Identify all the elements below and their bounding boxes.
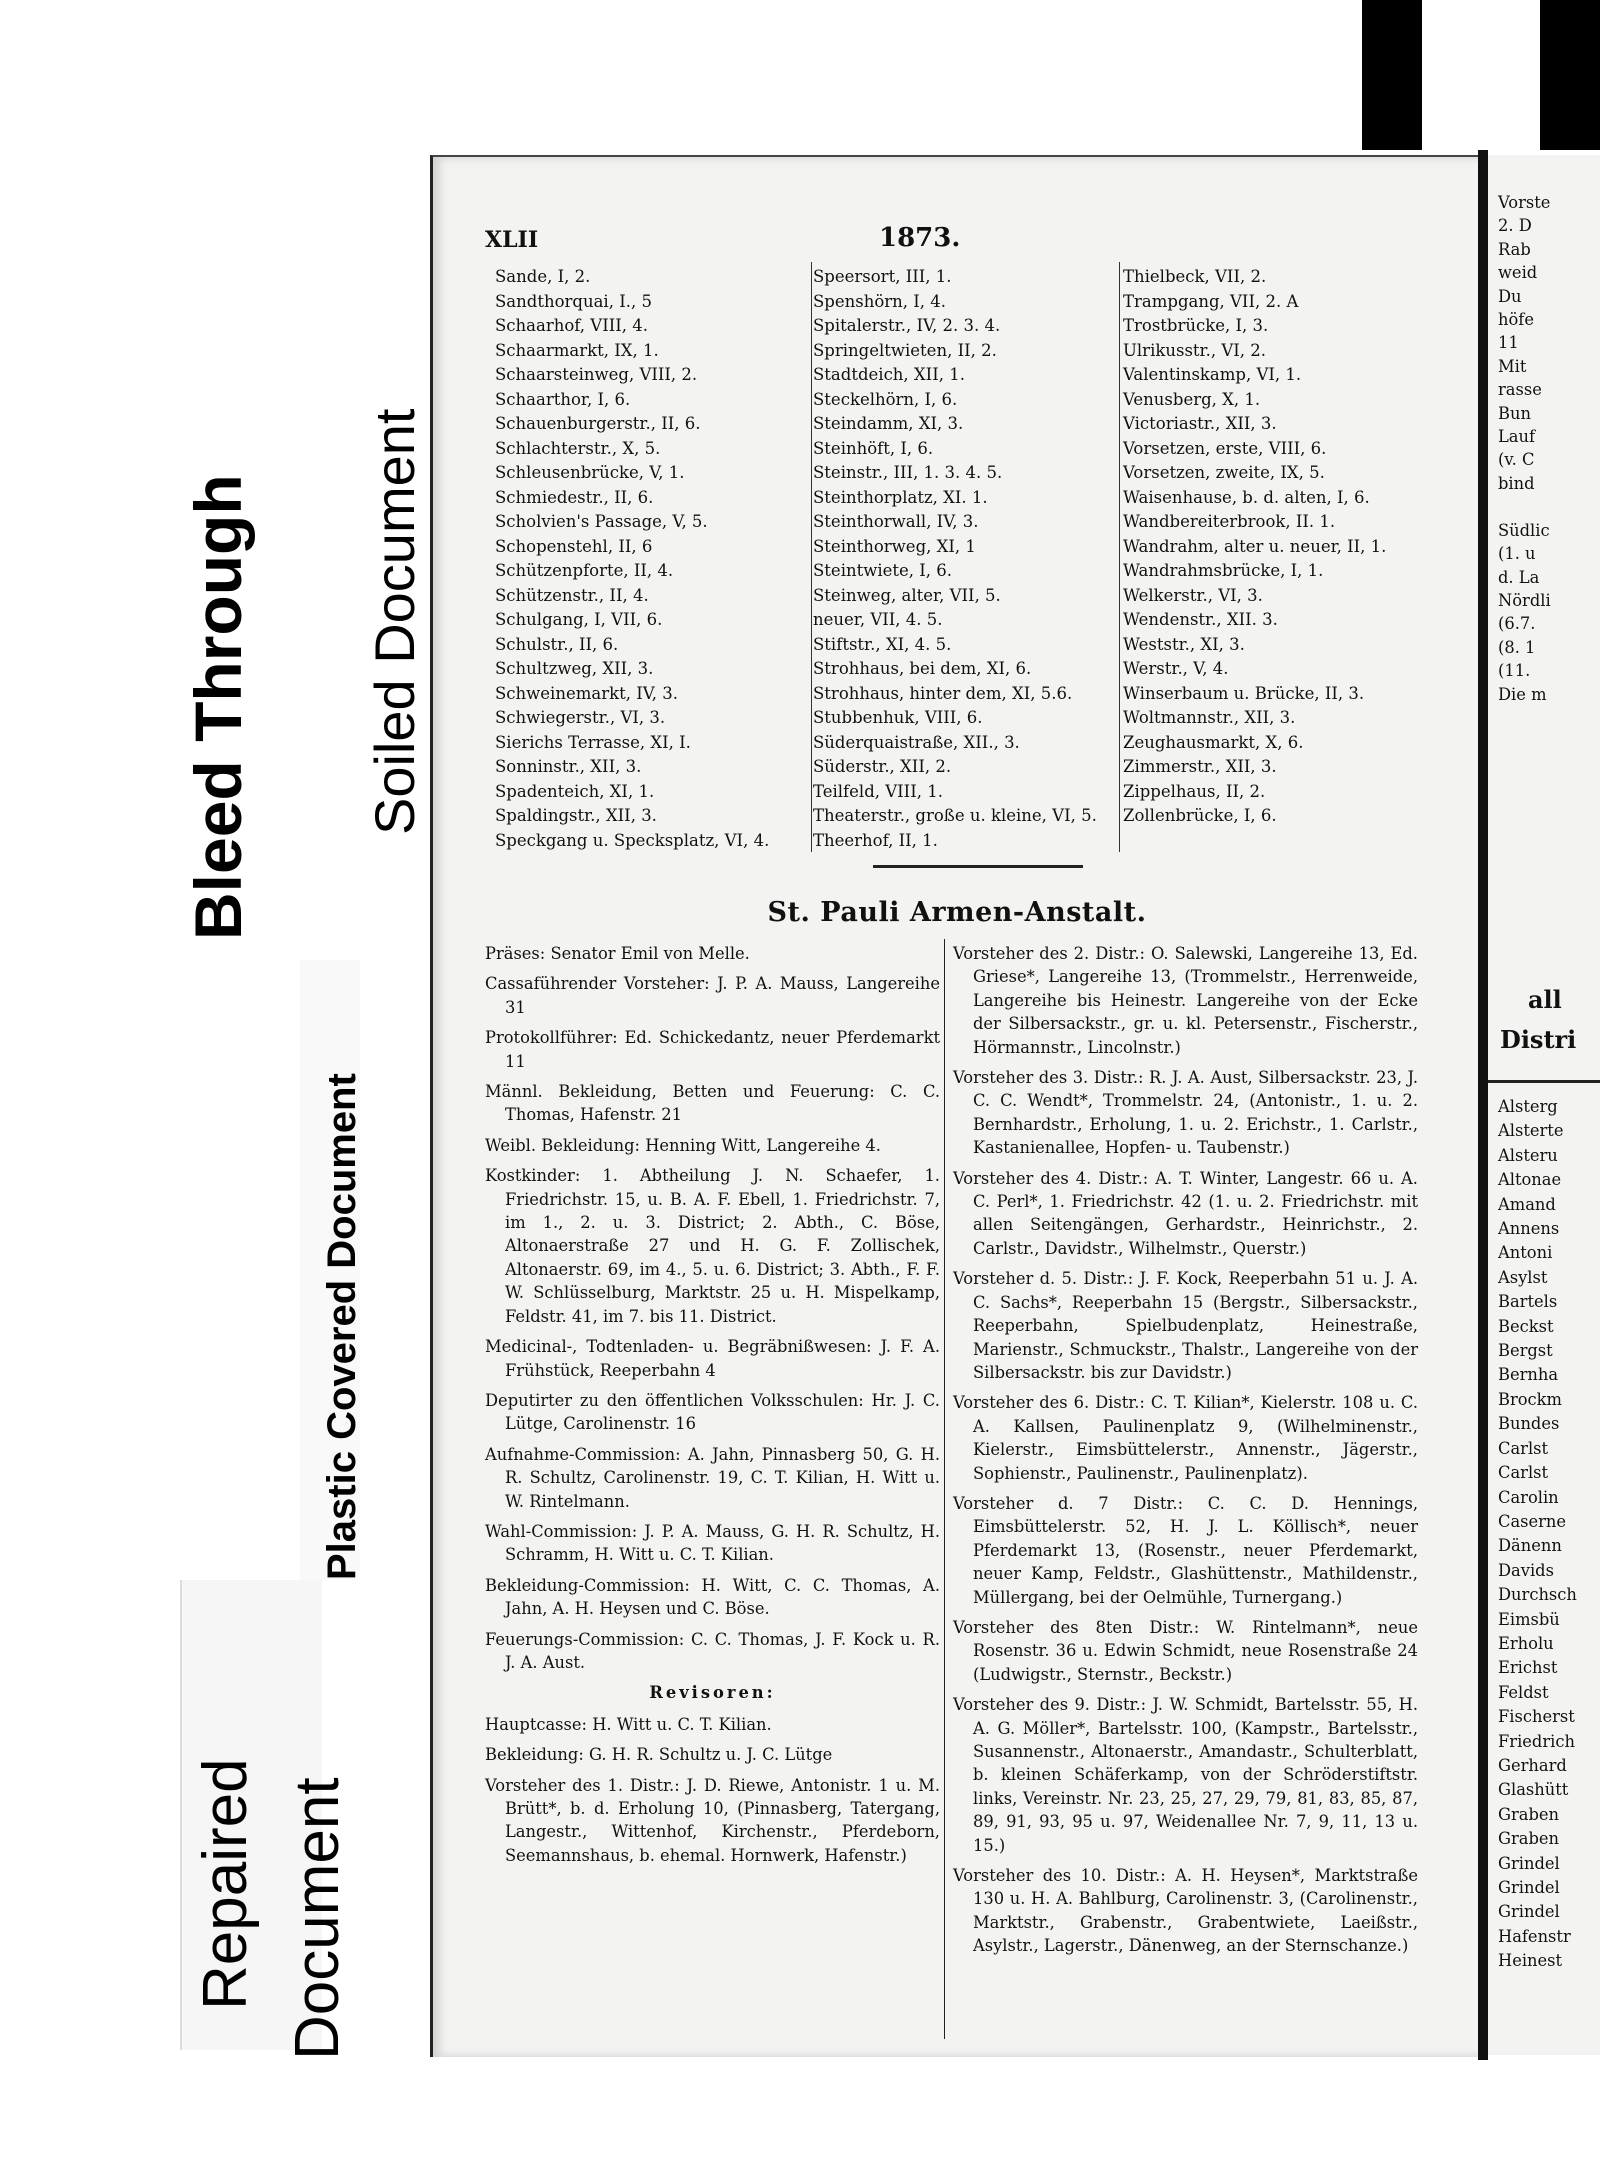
street-index-entry: Steinthorplatz, XI. 1. bbox=[813, 487, 988, 507]
page-year: 1873. bbox=[879, 223, 961, 253]
revisor-entry: Hauptcasse: H. Witt u. C. T. Kilian. bbox=[485, 1714, 772, 1734]
adjacent-page-rule bbox=[1488, 1080, 1600, 1083]
street-index-entry: Speersort, III, 1. bbox=[813, 267, 952, 286]
directory-entry: Kostkinder: 1. Abtheilung J. N. Schaefer, 1. Friedrichstr. 15, u. B. A. F. Ebell, 1. Friedrichstr. 7, im 1., 2. u. 3. District; 2. Abth., C. Böse, Altonaerstraße 27 und H. G. F. Zollischek, Altonaerstr. 69, im 4., 5. u. 6. District; 3. Abth., F. F. W. Schlüsselburg, Marktstr. 25 u. H. Mispelkamp, Feldstr. 41, im 7. bis 11. District. bbox=[485, 1166, 940, 1326]
page-number: XLII bbox=[485, 227, 539, 253]
street-index-entry: Valentinskamp, VI, 1. bbox=[1123, 365, 1302, 384]
street-index-entry bbox=[1123, 829, 1433, 854]
adjacent-page-line: Lauf bbox=[1498, 427, 1536, 447]
adjacent-page-line: (v. C bbox=[1498, 450, 1535, 470]
adjacent-page-line: Graben bbox=[1498, 1804, 1560, 1824]
street-index-entry: Zollenbrücke, I, 6. bbox=[1123, 806, 1277, 825]
adjacent-page-line: 11 bbox=[1498, 333, 1519, 353]
adjacent-page-line: Beckst bbox=[1498, 1316, 1554, 1336]
binding-strap-left bbox=[1362, 0, 1422, 150]
street-index-entry: Ulrikusstr., VI, 2. bbox=[1123, 340, 1267, 360]
street-index-entry: Spadenteich, XI, 1. bbox=[495, 781, 655, 801]
directory-entry: Aufnahme-Commission: A. Jahn, Pinnasberg 50, G. H. R. Schultz, Carolinenstr. 19, C. T. Kilian, H. Witt u. W. Rintelmann. bbox=[485, 1444, 940, 1511]
district-entry: Vorsteher des 4. Distr.: A. T. Winter, Langestr. 66 u. A. C. Perl*, 1. Friedrichstr. 42 (1. u. 2. Friedrichstr. mit allen Seitengängen, Gerhardstr., Heinrichstr., 2. Carlstr., Davidstr., Wilhelmstr., Querstr.) bbox=[953, 1168, 1418, 1258]
street-index-entry: Vorsetzen, erste, VIII, 6. bbox=[1123, 438, 1327, 458]
adjacent-page-line: Graben bbox=[1498, 1829, 1560, 1849]
adjacent-page-line: Südlic bbox=[1498, 520, 1550, 540]
adjacent-page-line: Mit bbox=[1498, 356, 1527, 376]
street-index-entry: Steinthorwall, IV, 3. bbox=[813, 512, 979, 531]
adjacent-page-line: Antoni bbox=[1498, 1243, 1553, 1263]
street-index-entry: Strohhaus, hinter dem, XI, 5.6. bbox=[813, 683, 1073, 703]
street-index-entry: Schützenstr., II, 4. bbox=[495, 585, 649, 605]
adjacent-page-line: Davids bbox=[1498, 1560, 1554, 1580]
directory-entry: Präses: Senator Emil von Melle. bbox=[485, 944, 750, 963]
adjacent-page-line: (1. u bbox=[1498, 544, 1536, 564]
street-index-entry: Schaarthor, I, 6. bbox=[495, 389, 631, 409]
street-index-entry: Steintwiete, I, 6. bbox=[813, 561, 953, 580]
adjacent-page-line: Bergst bbox=[1498, 1341, 1553, 1361]
street-index-entry: Waisenhause, b. d. alten, I, 6. bbox=[1123, 487, 1370, 507]
column-divider bbox=[944, 939, 945, 2039]
street-index-entry: Scholvien's Passage, V, 5. bbox=[495, 512, 708, 531]
street-index-entry: Winserbaum u. Brücke, II, 3. bbox=[1123, 683, 1365, 703]
street-index-col-3 bbox=[1123, 265, 1433, 853]
directory-entry: Feuerungs-Commission: C. C. Thomas, J. F. Kock u. R. J. A. Aust. bbox=[485, 1629, 940, 1672]
adjacent-page-line: Bartels bbox=[1498, 1292, 1558, 1312]
adjacent-page-line: Du bbox=[1498, 286, 1522, 306]
adjacent-page-line: weid bbox=[1498, 263, 1538, 283]
street-index-entry: Vorsetzen, zweite, IX, 5. bbox=[1123, 463, 1325, 482]
column-divider bbox=[1119, 262, 1120, 852]
district-entry: Vorsteher des 3. Distr.: R. J. A. Aust, Silbersackstr. 23, J. C. C. Wendt*, Trommelstr. 24, (Antonistr., 1. u. 2. Bernhardstr., Erholung, 1. u. 2. Erichstr., 1. Carlstr., Kastanienallee, Hopfen- u. Taubenstr.) bbox=[953, 1068, 1418, 1158]
adjacent-page-line: Rab bbox=[1498, 239, 1531, 259]
street-index-entry: Steckelhörn, I, 6. bbox=[813, 389, 958, 409]
street-index-entry: neuer, VII, 4. 5. bbox=[813, 610, 943, 629]
street-index-entry: Schaarhof, VIII, 4. bbox=[495, 316, 649, 335]
adjacent-page-line: 2. D bbox=[1498, 216, 1532, 236]
adjacent-page-line: höfe bbox=[1498, 310, 1534, 330]
district-entry: Vorsteher des 9. Distr.: J. W. Schmidt, Bartelsstr. 55, H. A. G. Möller*, Bartelsstr. 100, (Kampstr., Bartelsstr., Susannenstr., Altonaerstr., Amandastr., Schulterblatt, b. kleinen Schäferkamp, von der Schröderstiftstr. links, Vereinstr. Nr. 23, 25, 27, 29, 79, 81, 83, 85, 87, 89, 91, 93, 95 u. 97, Weidenallee Nr. 7, 9, 11, 13 u. 15.) bbox=[953, 1695, 1418, 1855]
street-index-entry: Sandthorquai, I., 5 bbox=[495, 291, 652, 311]
street-index-entry: Wandbereiterbrook, II. 1. bbox=[1123, 512, 1336, 531]
street-index-entry: Schulstr., II, 6. bbox=[495, 634, 619, 654]
right-entries-column bbox=[953, 942, 1418, 1965]
street-index-entry: Sierichs Terrasse, XI, I. bbox=[495, 732, 691, 752]
street-index-entry: Stubbenhuk, VIII, 6. bbox=[813, 708, 983, 727]
street-index-entry: Schmiedestr., II, 6. bbox=[495, 487, 654, 507]
adjacent-page-line bbox=[1498, 495, 1551, 518]
street-index-entry: Steinweg, alter, VII, 5. bbox=[813, 585, 1001, 605]
revisoren-heading: Revisoren: bbox=[649, 1683, 776, 1703]
street-index-entry: Steinhöft, I, 6. bbox=[813, 438, 934, 458]
book-page bbox=[430, 155, 1481, 2057]
street-index-entry: Zeughausmarkt, X, 6. bbox=[1123, 732, 1304, 752]
adjacent-page-line: Feldst bbox=[1498, 1682, 1549, 1702]
adjacent-page-line: Grindel bbox=[1498, 1878, 1560, 1897]
street-index-entry: Woltmannstr., XII, 3. bbox=[1123, 708, 1296, 727]
column-divider bbox=[811, 262, 812, 852]
adjacent-page-heading-1: all bbox=[1528, 985, 1562, 1014]
adjacent-page-line: Grindel bbox=[1498, 1902, 1560, 1922]
street-index-entry: Schopenstehl, II, 6 bbox=[495, 536, 653, 556]
street-index-entry: Teilfeld, VIII, 1. bbox=[813, 781, 943, 801]
adjacent-page-line: (6.7. bbox=[1498, 614, 1536, 634]
street-index-col-2 bbox=[813, 265, 1123, 853]
revisor-entry: Bekleidung: G. H. R. Schultz u. J. C. Lütge bbox=[485, 1745, 833, 1765]
section-rule bbox=[873, 865, 1083, 868]
district-entry: Vorsteher d. 5. Distr.: J. F. Kock, Reeperbahn 51 u. J. A. C. Sachs*, Reeperbahn 15 (Bergstr., Silbersackstr., Reeperbahn, Spielbudenplatz, Heinestraße, Marienstr., Schmuckstr., Thalstr., Langereihe von der Silbersackstr. bis zur Davidstr.) bbox=[953, 1269, 1418, 1382]
adjacent-page-line: Glashütt bbox=[1498, 1780, 1569, 1800]
street-index-entry: Schultzweg, XII, 3. bbox=[495, 659, 654, 678]
adjacent-page-top-text bbox=[1498, 191, 1551, 706]
adjacent-page-line: Durchsch bbox=[1498, 1585, 1577, 1605]
directory-entry: Weibl. Bekleidung: Henning Witt, Langereihe 4. bbox=[485, 1135, 881, 1155]
left-entries-column bbox=[485, 942, 940, 1874]
adjacent-page-line: Amand bbox=[1498, 1194, 1556, 1214]
street-index-entry: Wendenstr., XII. 3. bbox=[1123, 610, 1278, 629]
adjacent-page-line: bind bbox=[1498, 473, 1535, 493]
street-index-entry: Strohhaus, bei dem, XI, 6. bbox=[813, 659, 1032, 678]
adjacent-page-line: rasse bbox=[1498, 380, 1542, 400]
adjacent-page-line: (11. bbox=[1498, 661, 1531, 681]
street-index-entry: Victoriastr., XII, 3. bbox=[1123, 414, 1277, 433]
street-index-entry: Stiftstr., XI, 4. 5. bbox=[813, 634, 952, 654]
label-repaired-document: Document bbox=[283, 1777, 352, 2060]
street-index-entry: Schweinemarkt, IV, 3. bbox=[495, 683, 678, 703]
street-index-entry: Schaarmarkt, IX, 1. bbox=[495, 340, 659, 360]
revisor-entry: Vorsteher des 1. Distr.: J. D. Riewe, Antonistr. 1 u. M. Brütt*, b. d. Erholung 10, (Pinnasberg, Tatergang, Langestr., Wittenhof, Kirchenstr., Pferdeborn, Seemannshaus, b. ehemal. Hornwerk, Hafenstr.) bbox=[485, 1775, 940, 1865]
street-index-entry: Thielbeck, VII, 2. bbox=[1123, 267, 1267, 286]
label-bleed-through: Bleed Through bbox=[181, 474, 255, 940]
binding-strap-right bbox=[1540, 0, 1600, 150]
street-index-entry: Zippelhaus, II, 2. bbox=[1123, 781, 1266, 801]
adjacent-page-line: Grindel bbox=[1498, 1853, 1560, 1873]
street-index-entry: Theaterstr., große u. kleine, VI, 5. bbox=[813, 806, 1097, 825]
adjacent-page-line: Friedrich bbox=[1498, 1731, 1575, 1751]
street-index-entry: Schwiegerstr., VI, 3. bbox=[495, 708, 666, 727]
street-index-entry: Wandrahm, alter u. neuer, II, 1. bbox=[1123, 536, 1387, 556]
street-index-entry: Spitalerstr., IV, 2. 3. 4. bbox=[813, 316, 1001, 335]
adjacent-page-line: Asylst bbox=[1498, 1267, 1548, 1287]
street-index-entry: Spenshörn, I, 4. bbox=[813, 291, 947, 311]
adjacent-page-line: Annens bbox=[1498, 1219, 1560, 1239]
street-index-entry: Sande, I, 2. bbox=[495, 267, 591, 286]
adjacent-page-line: Carolin bbox=[1498, 1487, 1559, 1507]
street-index-entry: Speckgang u. Specksplatz, VI, 4. bbox=[495, 830, 770, 850]
street-index-entry: Theerhof, II, 1. bbox=[813, 830, 938, 850]
street-index-entry: Steinstr., III, 1. 3. 4. 5. bbox=[813, 463, 1003, 482]
directory-entry: Medicinal-, Todtenladen- u. Begräbnißwesen: J. F. A. Frühstück, Reeperbahn 4 bbox=[485, 1337, 940, 1380]
directory-entry: Deputirter zu den öffentlichen Volksschulen: Hr. J. C. Lütge, Carolinenstr. 16 bbox=[485, 1390, 940, 1434]
adjacent-page-line: d. La bbox=[1498, 567, 1540, 587]
street-index-entry: Venusberg, X, 1. bbox=[1123, 389, 1261, 409]
adjacent-page-line: (8. 1 bbox=[1498, 637, 1536, 657]
street-index-entry: Stadtdeich, XII, 1. bbox=[813, 365, 965, 384]
page-gutter bbox=[1478, 150, 1488, 2060]
adjacent-page-line: Heinest bbox=[1498, 1951, 1563, 1971]
label-plastic-covered: Plastic Covered Document bbox=[320, 1073, 364, 1580]
adjacent-page-heading-2: Distri bbox=[1500, 1025, 1577, 1054]
adjacent-page-line: Brockm bbox=[1498, 1389, 1562, 1409]
adjacent-page-line: Erichst bbox=[1498, 1658, 1558, 1678]
street-index-entry: Springeltwieten, II, 2. bbox=[813, 340, 997, 360]
directory-entry: Männl. Bekleidung, Betten und Feuerung: C. C. Thomas, Hafenstr. 21 bbox=[485, 1082, 940, 1125]
street-index-entry: Schaarsteinweg, VIII, 2. bbox=[495, 365, 698, 384]
section-title: St. Pauli Armen-Anstalt. bbox=[767, 897, 1147, 928]
adjacent-page-line: Carlst bbox=[1498, 1463, 1549, 1483]
street-index-entry: Schulgang, I, VII, 6. bbox=[495, 610, 663, 629]
district-entry: Vorsteher des 2. Distr.: O. Salewski, Langereihe 13, Ed. Griese*, Langereihe 13, (Trommelstr., Herrenweide, Langereihe bis Heinestr. Langereihe von der Ecke der Silbersackstr., gr. u. kl. Petersenstr., Fischerstr., Hörmannstr., Lincolnstr.) bbox=[953, 944, 1418, 1057]
adjacent-page-line: Carlst bbox=[1498, 1438, 1549, 1458]
street-index-entry: Wandrahmsbrücke, I, 1. bbox=[1123, 561, 1324, 580]
street-index-col-1 bbox=[495, 265, 805, 853]
adjacent-page-index bbox=[1498, 1095, 1577, 1974]
street-index-entry: Weststr., XI, 3. bbox=[1123, 634, 1245, 654]
district-entry: Vorsteher des 6. Distr.: C. T. Kilian*, Kielerstr. 108 u. C. A. Kallsen, Paulinenplatz 9, (Wilhelminenstr., Kielerstr., Eimsbüttelerstr., Annenstr., Jägerstr., Sophienstr., Paulinenstr., Paulinenplatz). bbox=[953, 1393, 1418, 1483]
district-entry: Vorsteher des 10. Distr.: A. H. Heysen*, Marktstraße 130 u. H. A. Bahlburg, Carolinenstr. 3, (Carolinenstr., Marktstr., Grabenstr., Grabentwiete, Laeißstr., Asylstr., Lagerstr., Dänenweg, an der Sternschanze.) bbox=[953, 1866, 1418, 1956]
adjacent-page bbox=[1488, 155, 1600, 2055]
directory-entry: Wahl-Commission: J. P. A. Mauss, G. H. R. Schultz, H. Schramm, H. Witt u. C. T. Kilian. bbox=[485, 1521, 940, 1565]
label-repaired: Repaired bbox=[191, 1758, 260, 2010]
district-entry: Vorsteher des 8ten Distr.: W. Rintelmann*, neue Rosenstr. 36 u. Edwin Schmidt, neue Rosenstraße 24 (Ludwigstr., Sternstr., Beckstr.) bbox=[953, 1617, 1418, 1684]
district-entry: Vorsteher d. 7 Distr.: C. C. D. Hennings, Eimsbüttelerstr. 52, H. J. L. Köllisch*, neuer Pferdemarkt 13, (Rosenstr., neuer Pferdemarkt, neuer Kamp, Feldstr., Glashüttenstr., Mathildenstr., Müllergang, bei der Oelmühle, Turnergang.) bbox=[953, 1493, 1418, 1607]
street-index-entry: Zimmerstr., XII, 3. bbox=[1123, 757, 1277, 776]
street-index-entry: Werstr., V, 4. bbox=[1123, 659, 1229, 678]
street-index-entry: Steinthorweg, XI, 1 bbox=[813, 536, 976, 556]
adjacent-page-line: Bernha bbox=[1498, 1365, 1559, 1385]
street-index-entry: Schauenburgerstr., II, 6. bbox=[495, 414, 701, 433]
street-index-entry: Süderquaistraße, XII., 3. bbox=[813, 732, 1020, 752]
adjacent-page-line: Vorste bbox=[1498, 193, 1551, 212]
adjacent-page-line: Altonae bbox=[1498, 1170, 1562, 1190]
adjacent-page-line: Fischerst bbox=[1498, 1707, 1575, 1727]
adjacent-page-line: Hafenstr bbox=[1498, 1926, 1571, 1946]
street-index-entry: Schleusenbrücke, V, 1. bbox=[495, 463, 685, 482]
street-index-entry: Welkerstr., VI, 3. bbox=[1123, 585, 1263, 605]
adjacent-page-line: Caserne bbox=[1498, 1511, 1567, 1531]
street-index-entry: Trostbrücke, I, 3. bbox=[1123, 316, 1269, 335]
street-index-entry: Trampgang, VII, 2. A bbox=[1123, 291, 1299, 311]
street-index-entry: Süderstr., XII, 2. bbox=[813, 757, 952, 776]
label-soiled-document: Soiled Document bbox=[363, 408, 426, 835]
adjacent-page-line: Dänenn bbox=[1498, 1536, 1562, 1556]
adjacent-page-line: Bun bbox=[1498, 403, 1531, 423]
directory-entry: Protokollführer: Ed. Schickedantz, neuer Pferdemarkt 11 bbox=[485, 1028, 940, 1071]
adjacent-page-line: Erholu bbox=[1498, 1633, 1554, 1653]
street-index-entry: Sonninstr., XII, 3. bbox=[495, 757, 642, 776]
adjacent-page-line: Alsterte bbox=[1498, 1121, 1564, 1141]
directory-entry: Cassaführender Vorsteher: J. P. A. Mauss, Langereihe 31 bbox=[485, 974, 940, 1017]
adjacent-page-line: Eimsbü bbox=[1498, 1609, 1560, 1629]
street-index-entry: Schlachterstr., X, 5. bbox=[495, 438, 661, 458]
street-index-entry: Steindamm, XI, 3. bbox=[813, 414, 964, 433]
adjacent-page-line: Alsteru bbox=[1498, 1145, 1558, 1165]
adjacent-page-line: Bundes bbox=[1498, 1414, 1560, 1434]
adjacent-page-line: Alsterg bbox=[1498, 1097, 1558, 1116]
adjacent-page-line: Nördli bbox=[1498, 590, 1551, 610]
adjacent-page-line: Gerhard bbox=[1498, 1755, 1567, 1775]
street-index-entry: Spaldingstr., XII, 3. bbox=[495, 806, 657, 825]
directory-entry: Bekleidung-Commission: H. Witt, C. C. Thomas, A. Jahn, A. H. Heysen und C. Böse. bbox=[485, 1575, 940, 1619]
adjacent-page-line: Die m bbox=[1498, 684, 1547, 704]
street-index-entry: Schützenpforte, II, 4. bbox=[495, 561, 674, 580]
